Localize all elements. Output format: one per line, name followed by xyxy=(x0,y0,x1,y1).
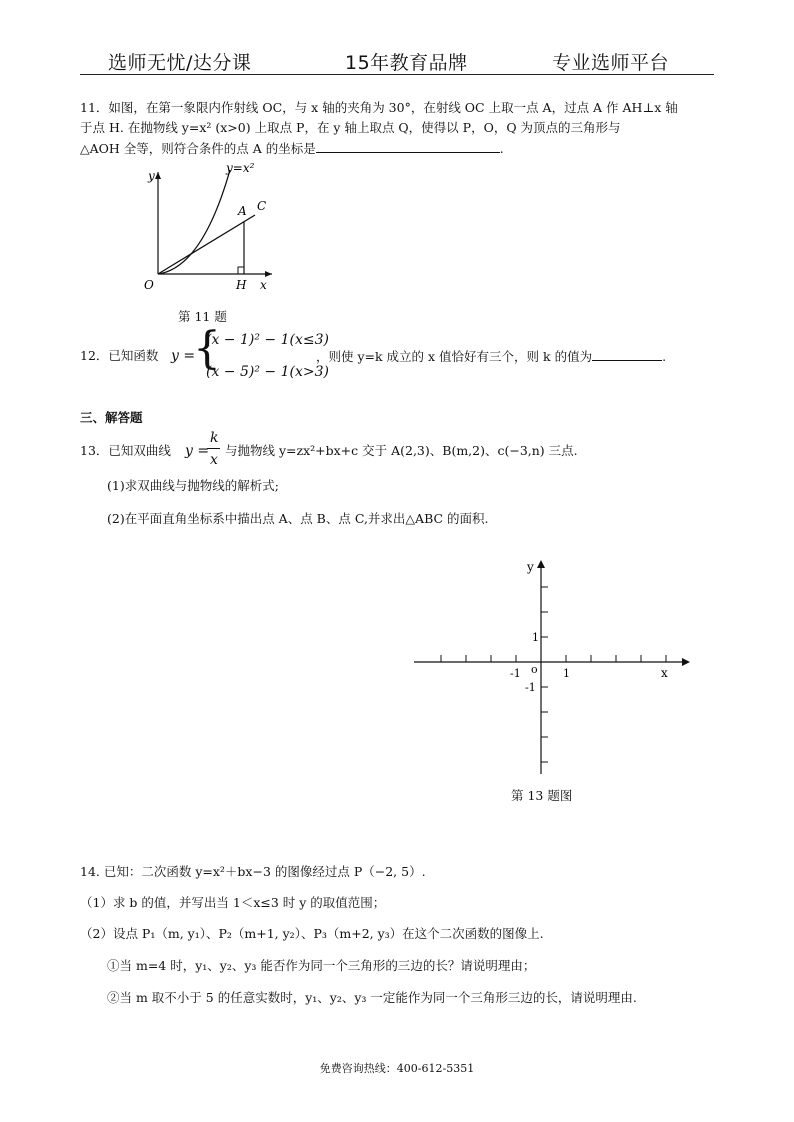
q11-parabola xyxy=(158,170,230,274)
q13-part2: (2)在平面直角坐标系中描出点 A、点 B、点 C,并求出△ABC 的面积. xyxy=(107,511,489,526)
q14-line2: （1）求 b 的值，并写出当 1＜x≤3 时 y 的取值范围； xyxy=(80,895,386,910)
q11-x-label: x xyxy=(260,278,267,292)
section-title: 三、解答题 xyxy=(80,410,143,425)
q13-tick-1-x: 1 xyxy=(563,667,570,680)
q12-case1: (x − 1)² − 1(x≤3) xyxy=(206,332,329,348)
footer-hotline: 免费咨询热线：400-612-5351 xyxy=(319,1062,475,1075)
q11-line1: 11．如图，在第一象限内作射线 OC，与 x 轴的夹角为 30°，在射线 OC 上取一点 A，过点 A 作 AH⊥x 轴 xyxy=(80,100,678,115)
header-slogan: 15年教育品牌 xyxy=(345,52,468,74)
q11-origin-label: O xyxy=(144,278,154,292)
q12-end: . xyxy=(662,349,667,364)
q14-line4: ①当 m=4 时，y₁、y₂、y₃ 能否作为同一个三角形的三边的长？请说明理由； xyxy=(107,958,536,973)
q12-brace: { xyxy=(193,323,221,374)
q12-answer-blank[interactable] xyxy=(592,347,662,361)
q11-curve-label: y=x² xyxy=(226,161,255,175)
q12-suffix: ，则使 y=k 成立的 x 值恰好有三个，则 k 的值为 xyxy=(316,349,593,364)
header-brand: 选师无忧/达分课 xyxy=(108,52,252,74)
q13-part1: (1)求双曲线与抛物线的解析式; xyxy=(107,478,279,493)
q13-x-label: x xyxy=(661,666,668,680)
q14-line3: （2）设点 P₁（m, y₁）、P₂（m+1, y₂）、P₃（m+2, y₃）在这个二次函数的图像上. xyxy=(80,926,544,941)
header-platform: 专业选师平台 xyxy=(552,52,670,74)
q11-point-a-label: A xyxy=(238,204,247,218)
q13-frac-bar xyxy=(207,448,220,449)
q13-x-arrow xyxy=(682,658,690,666)
header-rule xyxy=(80,74,714,75)
q13-tick-neg1-y: -1 xyxy=(525,681,536,694)
q13-func-y: y = xyxy=(185,443,210,459)
q13-suffix: 与抛物线 y=zx²+bx+c 交于 A(2,3)、B(m,2)、c(−3,n) 三点. xyxy=(225,443,578,458)
q13-frac-num: k xyxy=(210,430,219,446)
q11-caption: 第 11 题 xyxy=(178,309,227,324)
q11-line3-text: △AOH 全等，则符合条件的点 A 的坐标是 xyxy=(80,141,316,156)
q13-caption: 第 13 题图 xyxy=(511,788,573,803)
q12-func-y: y = xyxy=(171,348,196,364)
q12-case2: (x − 5)² − 1(x>3) xyxy=(206,364,329,380)
q11-point-h-label: H xyxy=(236,278,247,292)
q11-line3-end: . xyxy=(499,141,504,156)
q13-y-ticks xyxy=(541,587,548,762)
q11-x-arrow xyxy=(265,271,272,277)
q13-coordinate-grid xyxy=(410,558,700,780)
q13-tick-neg1-x: -1 xyxy=(510,667,521,680)
q14-line5: ②当 m 取不小于 5 的任意实数时，y₁、y₂、y₃ 一定能作为同一个三角形三边的长，请说明理由. xyxy=(107,990,637,1005)
q11-y-arrow xyxy=(155,172,161,179)
q11-right-angle-mark xyxy=(238,267,244,274)
q13-frac-den: x xyxy=(210,452,218,468)
q11-point-c-label: C xyxy=(257,199,267,213)
q11-y-label: y xyxy=(148,169,155,183)
q13-y-label: y xyxy=(527,560,534,574)
q14-line1: 14. 已知：二次函数 y=x²＋bx−3 的图像经过点 P（−2, 5）. xyxy=(80,864,426,879)
q11-answer-blank[interactable] xyxy=(316,139,500,153)
q12-suffix-line xyxy=(316,347,666,366)
q11-line2: 于点 H. 在抛物线 y=x² (x>0) 上取点 P，在 y 轴上取点 Q，使得以 P，O，Q 为顶点的三角形与 xyxy=(80,120,621,135)
q11-line3 xyxy=(80,139,504,158)
q11-ray-oc xyxy=(158,215,255,274)
q13-tick-1-y: 1 xyxy=(532,631,539,644)
q13-prefix: 13．已知双曲线 xyxy=(80,443,171,458)
q13-x-ticks xyxy=(441,655,666,662)
q11-figure xyxy=(130,158,280,298)
q12-prefix: 12．已知函数 xyxy=(80,348,159,363)
q13-origin-label: o xyxy=(531,663,538,676)
q13-y-arrow xyxy=(537,560,545,568)
